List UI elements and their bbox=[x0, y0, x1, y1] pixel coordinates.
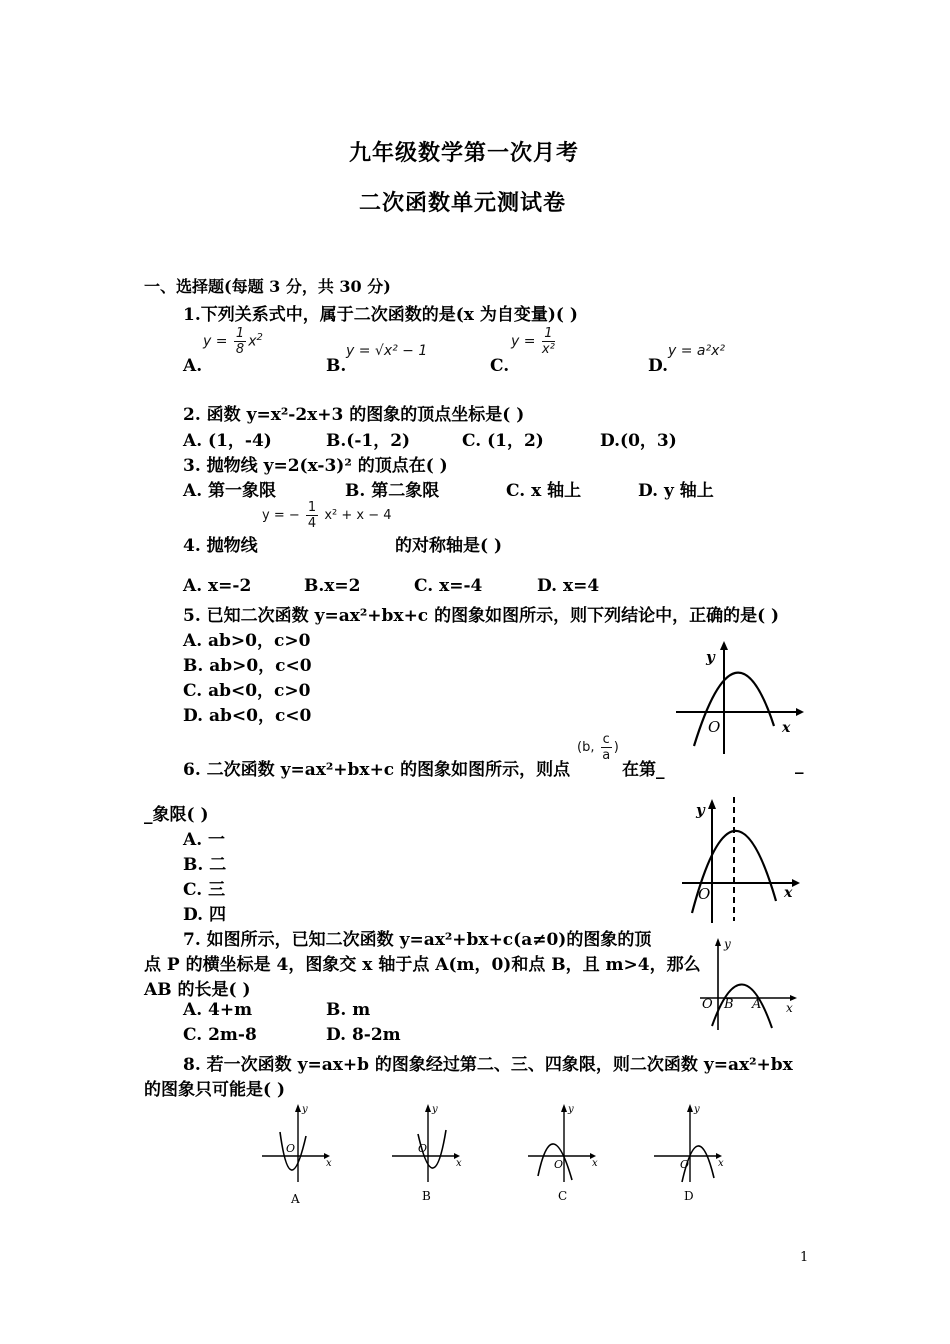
q6-parabola-graph bbox=[680, 795, 805, 925]
q7-line2: 点 P 的横坐标是 4，图象交 x 轴于点 A(m，0)和点 B，且 m>4，那么 bbox=[144, 955, 701, 975]
q2-option-b: B.(-1，2) bbox=[326, 431, 411, 451]
q7-y-label: y bbox=[724, 937, 731, 951]
q7-line1: 7. 如图所示，已知二次函数 y=ax²+bx+c(a≠0)的图象的顶 bbox=[183, 930, 652, 950]
q8-a-x: x bbox=[326, 1158, 332, 1169]
q1-formula-c: y = $\frac{1}{\text{x²}}$ bbox=[511, 326, 555, 357]
page-subtitle: 二次函数单元测试卷 bbox=[359, 190, 567, 216]
q2-option-a: A. (1，-4) bbox=[183, 431, 272, 451]
q6-point: (b, $\frac{c}{a}$ ) bbox=[577, 732, 619, 763]
q4-option-a: A. x=-2 bbox=[183, 576, 252, 596]
q7-point-b: B bbox=[724, 997, 734, 1012]
q7-option-a: A. 4+m bbox=[183, 1000, 253, 1020]
q3-option-c: C. x 轴上 bbox=[506, 481, 582, 501]
q7-point-a: A bbox=[752, 997, 762, 1012]
q5-option-c: C. ab<0，c>0 bbox=[183, 681, 311, 701]
q8-graph-c bbox=[524, 1100, 604, 1210]
q8-d-y: y bbox=[694, 1104, 700, 1115]
q1-formula-b: y = √x² − 1 bbox=[346, 343, 428, 359]
q8-d-label: D bbox=[684, 1189, 694, 1203]
q7-origin-label: O bbox=[702, 997, 713, 1012]
section-heading: 一、选择题(每题 3 分，共 30 分) bbox=[144, 277, 391, 296]
q6-stem-mid: 在第_ bbox=[622, 760, 665, 780]
q8-b-o: O bbox=[418, 1142, 428, 1155]
q5-stem: 5. 已知二次函数 y=ax²+bx+c 的图象如图所示，则下列结论中，正确的是( ) bbox=[183, 606, 780, 626]
q8-b-x: x bbox=[456, 1158, 462, 1169]
q3-option-b: B. 第二象限 bbox=[345, 481, 440, 501]
q5-x-label: x bbox=[782, 720, 791, 736]
q6-option-b: B. 二 bbox=[183, 855, 227, 875]
q5-parabola-graph bbox=[672, 638, 807, 756]
q8-line2: 的图象只可能是( ) bbox=[144, 1080, 286, 1100]
q2-option-c: C. (1，2) bbox=[462, 431, 544, 451]
q8-a-label: A bbox=[291, 1192, 300, 1206]
q8-c-label: C bbox=[558, 1189, 568, 1203]
q4-stem-tail: 的对称轴是( ) bbox=[395, 536, 503, 556]
q4-formula: y = − $\frac{1}{4}$ x² + x − 4 bbox=[262, 500, 392, 531]
q8-b-y: y bbox=[432, 1104, 438, 1115]
q8-graph-a bbox=[258, 1100, 338, 1210]
q6-stem: 6. 二次函数 y=ax²+bx+c 的图象如图所示，则点 bbox=[183, 760, 571, 780]
q4-option-c: C. x=-4 bbox=[414, 576, 483, 596]
q2-stem: 2. 函数 y=x²-2x+3 的图象的顶点坐标是( ) bbox=[183, 405, 525, 425]
q6-stem-blank-end: _ bbox=[795, 755, 804, 775]
q6-y-label: y bbox=[696, 801, 705, 819]
q8-line1: 8. 若一次函数 y=ax+b 的图象经过第二、三、四象限，则二次函数 y=ax²+bx bbox=[183, 1055, 793, 1075]
q8-b-label: B bbox=[422, 1189, 431, 1203]
q6-origin-label: O bbox=[698, 885, 711, 903]
q6-x-label: x bbox=[784, 885, 793, 901]
q4-option-d: D. x=4 bbox=[537, 576, 600, 596]
q7-line3: AB 的长是( ) bbox=[144, 980, 251, 1000]
q1-option-a: A. bbox=[183, 356, 203, 376]
q2-option-d: D.(0，3) bbox=[600, 431, 677, 451]
q8-graph-b bbox=[388, 1100, 468, 1210]
q3-stem: 3. 抛物线 y=2(x-3)² 的顶点在( ) bbox=[183, 456, 448, 476]
q8-c-y: y bbox=[568, 1104, 574, 1115]
q8-c-o: O bbox=[554, 1158, 564, 1171]
q8-d-x: x bbox=[718, 1158, 724, 1169]
q1-option-b: B. bbox=[326, 356, 347, 376]
q7-option-d: D. 8-2m bbox=[326, 1025, 401, 1045]
q7-option-b: B. m bbox=[326, 1000, 371, 1020]
q8-c-x: x bbox=[592, 1158, 598, 1169]
q8-d-o: O bbox=[680, 1158, 690, 1171]
q8-a-o: O bbox=[286, 1142, 296, 1155]
q7-parabola-graph bbox=[698, 934, 803, 1032]
q6-stem-end: _象限( ) bbox=[144, 805, 209, 825]
q1-option-c: C. bbox=[490, 356, 510, 376]
q5-option-a: A. ab>0，c>0 bbox=[183, 631, 311, 651]
q1-formula-a: y = $\frac{1}{8}$ $x^2$ bbox=[203, 326, 263, 357]
q6-option-c: C. 三 bbox=[183, 880, 226, 900]
q6-option-a: A. 一 bbox=[183, 830, 226, 850]
q8-a-y: y bbox=[302, 1104, 308, 1115]
q8-graph-d bbox=[650, 1100, 730, 1210]
q5-origin-label: O bbox=[708, 718, 721, 736]
q4-option-b: B.x=2 bbox=[304, 576, 361, 596]
q1-stem: 1.下列关系式中，属于二次函数的是(x 为自变量)( ) bbox=[183, 305, 578, 325]
q7-option-c: C. 2m-8 bbox=[183, 1025, 257, 1045]
page-number: 1 bbox=[800, 1250, 809, 1265]
q5-y-label: y bbox=[706, 648, 715, 666]
q1-formula-d: y = a²x² bbox=[668, 343, 726, 359]
q3-option-d: D. y 轴上 bbox=[638, 481, 714, 501]
q6-option-d: D. 四 bbox=[183, 905, 226, 925]
q3-option-a: A. 第一象限 bbox=[183, 481, 277, 501]
q5-option-d: D. ab<0，c<0 bbox=[183, 706, 312, 726]
q1-option-d: D. bbox=[648, 356, 669, 376]
q5-option-b: B. ab>0，c<0 bbox=[183, 656, 312, 676]
q4-stem: 4. 抛物线 bbox=[183, 536, 258, 556]
page-title: 九年级数学第一次月考 bbox=[349, 140, 580, 166]
q7-x-label: x bbox=[786, 1001, 793, 1015]
